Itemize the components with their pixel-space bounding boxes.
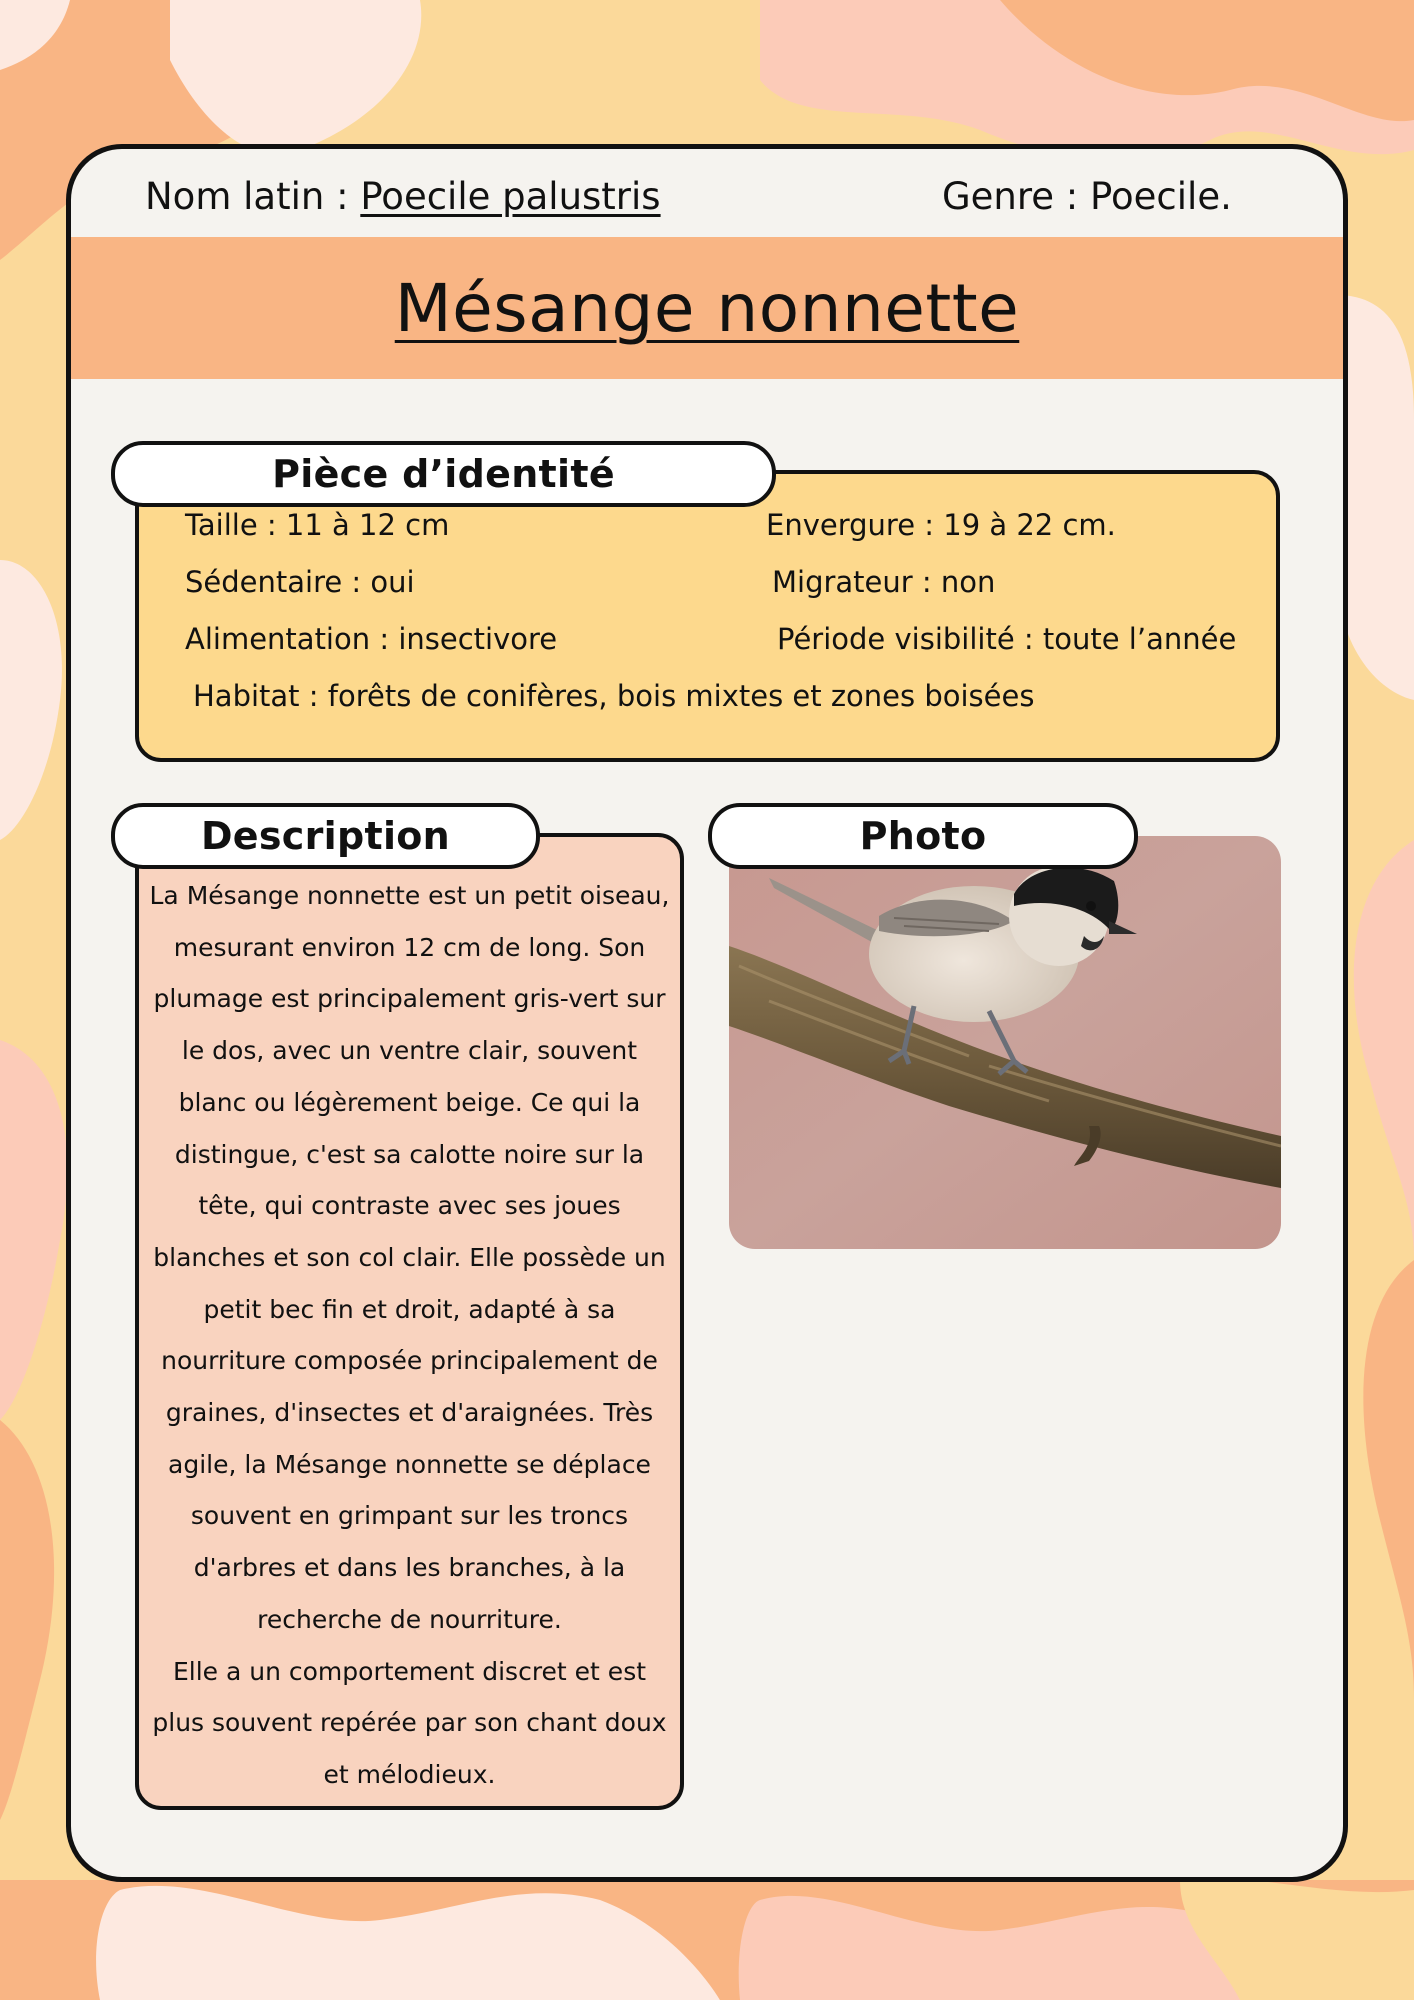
- description-line: tête, qui contraste avec ses joues: [198, 1191, 621, 1221]
- title-banner: [71, 237, 1343, 379]
- description-line: plumage est principalement gris-vert sur: [153, 984, 666, 1014]
- page-title: Mésange nonnette: [394, 269, 1020, 347]
- field-periode: Période visibilité : toute l’année: [777, 622, 1237, 656]
- description-heading: Description: [111, 803, 540, 869]
- latin-name: [145, 175, 661, 218]
- field-habitat: Habitat : forêts de conifères, bois mixtes et zones boisées: [193, 679, 1035, 713]
- description-line: d'arbres et dans les branches, à la: [193, 1553, 626, 1583]
- latin-name-label: Nom latin :: [145, 175, 361, 218]
- description-line: recherche de nourriture.: [257, 1604, 562, 1634]
- description-line: plus souvent repérée par son chant doux: [152, 1708, 667, 1738]
- description-line: agile, la Mésange nonnette se déplace: [168, 1449, 651, 1479]
- identity-heading: Pièce d’identité: [111, 441, 776, 507]
- description-line: et mélodieux.: [323, 1759, 496, 1789]
- description-line: distingue, c'est sa calotte noire sur la: [174, 1139, 645, 1169]
- description-line: La Mésange nonnette est un petit oiseau,: [149, 881, 670, 910]
- photo-heading: Photo: [708, 803, 1138, 869]
- field-envergure: Envergure : 19 à 22 cm.: [766, 508, 1116, 542]
- field-sedentaire: Sédentaire : oui: [185, 565, 415, 599]
- description-text: [143, 870, 676, 1801]
- description-line: mesurant environ 12 cm de long. Son: [173, 932, 646, 962]
- description-line: nourriture composée principalement de: [161, 1346, 658, 1376]
- field-migrateur: Migrateur : non: [772, 565, 996, 599]
- description-line: le dos, avec un ventre clair, souvent: [181, 1036, 638, 1066]
- description-line: souvent en grimpant sur les troncs: [190, 1501, 629, 1531]
- description-line: petit bec fin et droit, adapté à sa: [203, 1294, 616, 1324]
- genus: Genre : Poecile.: [942, 175, 1232, 218]
- bird-photo: [729, 836, 1281, 1249]
- description-line: blanches et son col clair. Elle possède un: [153, 1242, 666, 1272]
- header-line: [71, 149, 1343, 237]
- latin-name-value: Poecile palustris: [360, 175, 661, 218]
- description-line: blanc ou légèrement beige. Ce qui la: [178, 1087, 641, 1117]
- description-line: Elle a un comportement discret et est: [172, 1656, 647, 1686]
- description-line: graines, d'insectes et d'araignées. Très: [165, 1398, 654, 1428]
- field-taille: Taille : 11 à 12 cm: [185, 508, 450, 542]
- field-alimentation: Alimentation : insectivore: [185, 622, 558, 656]
